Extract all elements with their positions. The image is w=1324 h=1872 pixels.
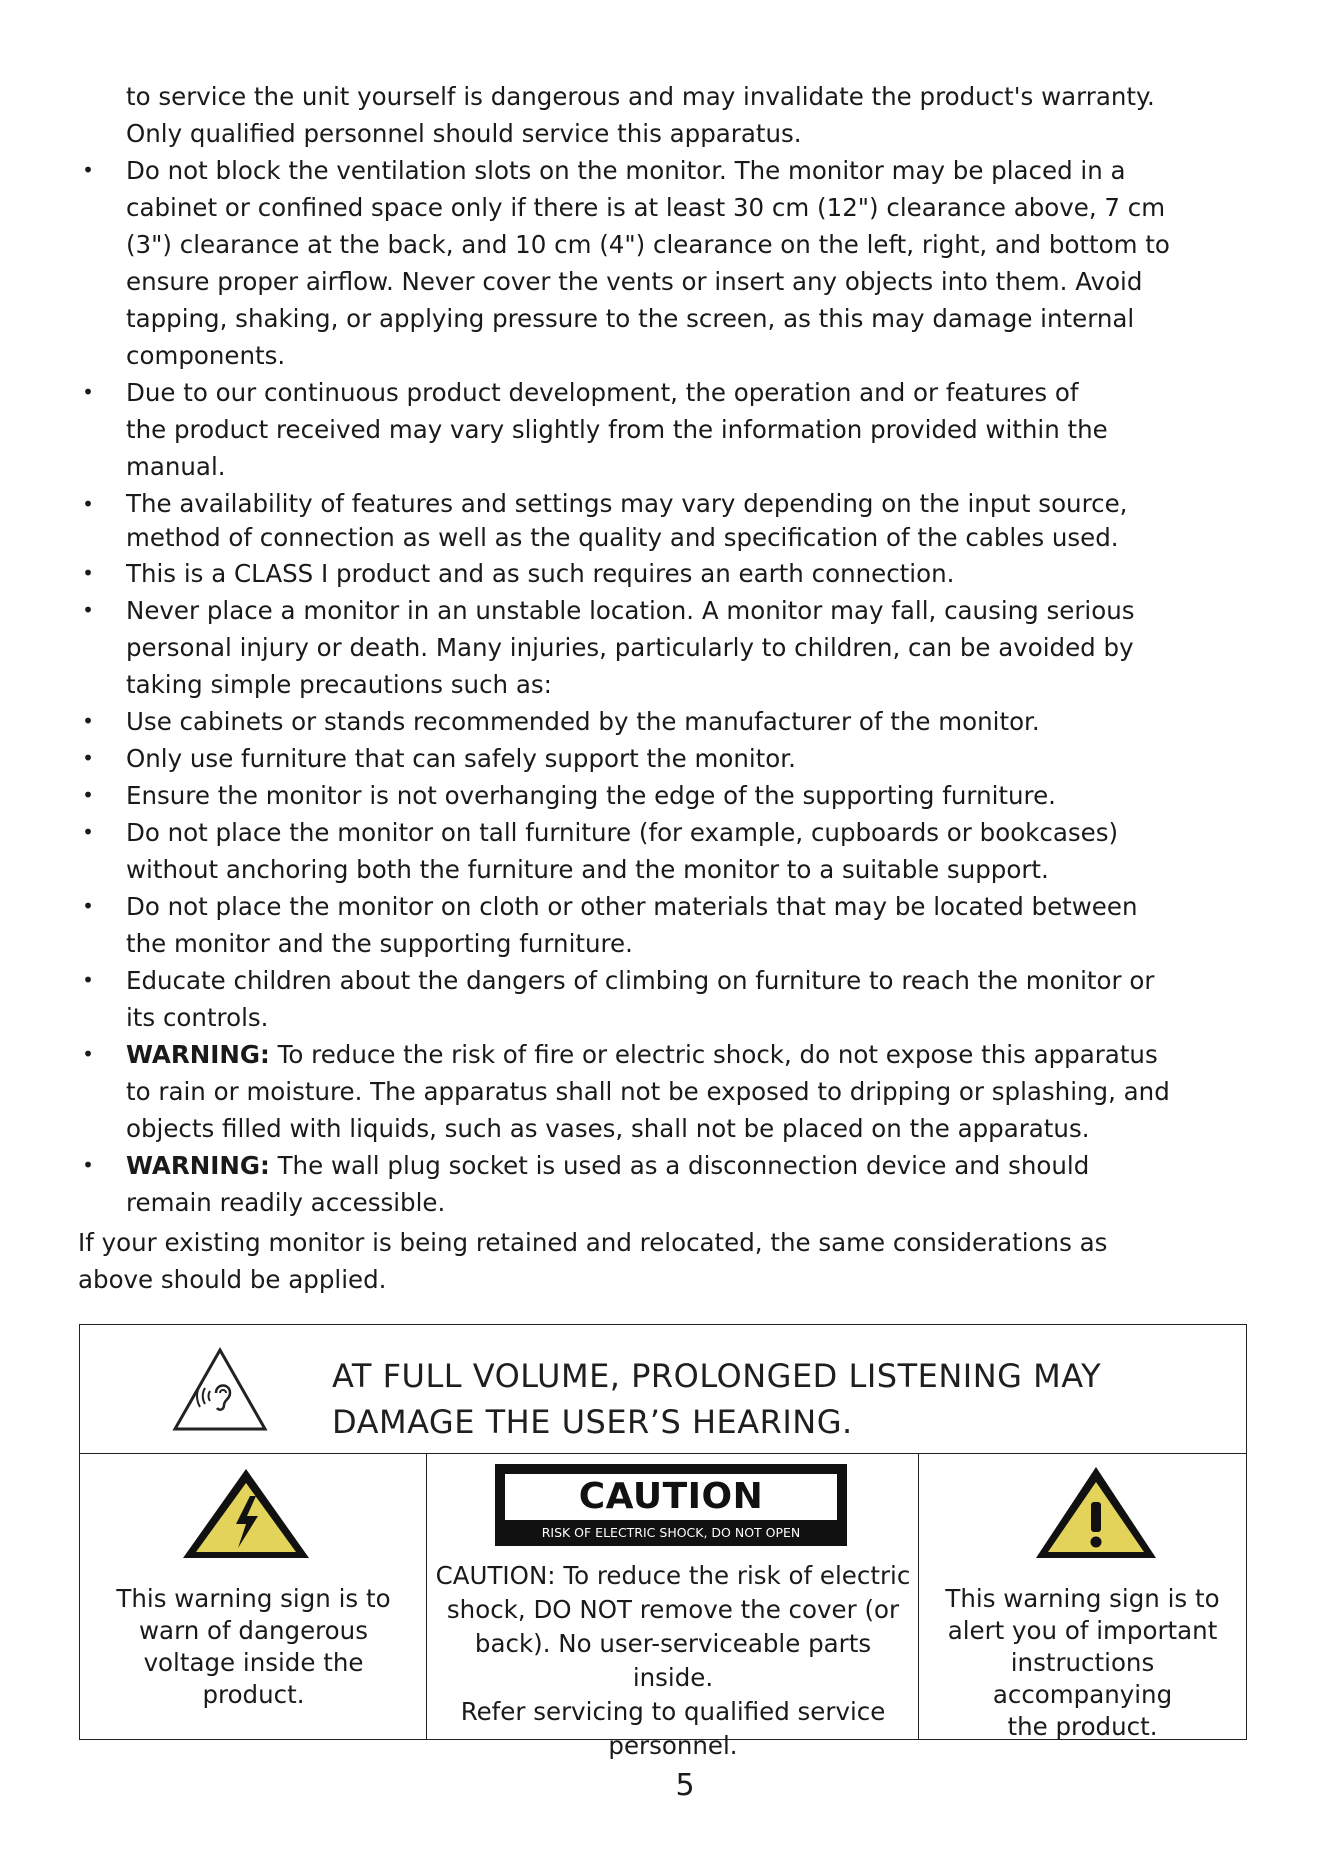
electric-shock-triangle-icon	[180, 1466, 312, 1562]
bullet-line: the product received may vary slightly from the information provided within the	[126, 415, 1108, 444]
bullet-line: components.	[126, 341, 286, 370]
caution-heading: CAUTION	[505, 1474, 837, 1520]
hearing-warning-icon	[172, 1347, 268, 1433]
important-sign-line: instructions accompanying	[992, 1648, 1173, 1709]
bullet-line: tapping, shaking, or applying pressure to the screen, as this may damage internal	[126, 304, 1135, 333]
exclamation-triangle-icon	[1033, 1464, 1159, 1562]
caution-line: Refer servicing to qualified service	[460, 1697, 886, 1726]
page-number: 5	[675, 1768, 695, 1803]
bullet-item	[78, 888, 1188, 962]
voltage-sign-cell	[80, 1454, 427, 1739]
closing-paragraph	[78, 1224, 1188, 1298]
bullet-dot-icon: •	[82, 1153, 94, 1177]
bullet-line: personal injury or death. Many injuries, particularly to children, can be avoided by	[126, 633, 1134, 662]
caution-line: back). No user-serviceable parts inside.	[474, 1629, 872, 1692]
bullet-item	[78, 78, 1188, 152]
bullet-line: objects filled with liquids, such as vases, shall not be placed on the apparatus.	[126, 1114, 1090, 1143]
bullet-dot-icon: •	[82, 380, 94, 404]
bullet-item	[78, 814, 1188, 888]
warning-signs-table	[79, 1324, 1247, 1760]
bullet-line: The wall plug socket is used as a disconnection device and should	[269, 1151, 1090, 1180]
bullet-item	[78, 703, 1188, 740]
bullet-item	[78, 740, 1188, 777]
bullet-item	[78, 152, 1188, 374]
bullet-dot-icon: •	[82, 598, 94, 622]
hearing-warning-line: DAMAGE THE USER’S HEARING.	[332, 1403, 853, 1441]
voltage-sign-text	[90, 1583, 417, 1711]
caution-line: personnel.	[608, 1731, 738, 1760]
voltage-sign-line: voltage inside the	[143, 1648, 364, 1677]
bullet-line: taking simple precautions such as:	[126, 670, 552, 699]
important-sign-line: This warning sign is to	[945, 1584, 1220, 1613]
bullet-dot-icon: •	[82, 968, 94, 992]
bullet-dot-icon: •	[82, 783, 94, 807]
bullet-line: to rain or moisture. The apparatus shall not be exposed to dripping or splashing, and	[126, 1077, 1170, 1106]
bullet-line: Never place a monitor in an unstable location. A monitor may fall, causing serious	[126, 596, 1135, 625]
bullet-dot-icon: •	[82, 158, 94, 182]
important-sign-line: the product.	[1007, 1712, 1158, 1741]
safety-bullet-list	[78, 78, 1188, 1221]
bullet-line: without anchoring both the furniture and the monitor to a suitable support.	[126, 855, 1049, 884]
bullet-line: To reduce the risk of fire or electric shock, do not expose this apparatus	[269, 1040, 1158, 1069]
caution-text	[433, 1559, 913, 1763]
bullet-dot-icon: •	[82, 709, 94, 733]
bullet-item	[78, 555, 1188, 592]
important-sign-text	[919, 1583, 1246, 1743]
bullet-line: its controls.	[126, 1003, 269, 1032]
bullet-item	[78, 374, 1188, 485]
bullet-dot-icon: •	[82, 1042, 94, 1066]
warning-label: WARNING:	[126, 1040, 270, 1069]
bullet-line: Do not place the monitor on cloth or other materials that may be located between	[126, 892, 1138, 921]
voltage-sign-line: This warning sign is to	[116, 1584, 391, 1613]
bullet-item	[78, 777, 1188, 814]
caution-line: shock, DO NOT remove the cover (or	[446, 1595, 900, 1624]
bullet-item	[78, 487, 1188, 555]
bullet-line: Due to our continuous product development, the operation and or features of	[126, 378, 1079, 407]
caution-line: CAUTION: To reduce the risk of electric	[435, 1561, 911, 1590]
bullet-line: Do not place the monitor on tall furniture (for example, cupboards or bookcases)	[126, 818, 1119, 847]
bullet-dot-icon: •	[82, 746, 94, 770]
bullet-line: method of connection as well as the quality and specification of the cables used.	[126, 523, 1119, 552]
hearing-warning-line: AT FULL VOLUME, PROLONGED LISTENING MAY	[332, 1357, 1102, 1395]
caution-cell	[427, 1454, 919, 1760]
important-sign-line: alert you of important	[947, 1616, 1218, 1645]
caution-subtext: RISK OF ELECTRIC SHOCK, DO NOT OPEN	[541, 1525, 801, 1540]
bullet-line: manual.	[126, 452, 226, 481]
voltage-sign-line: warn of dangerous	[139, 1616, 368, 1645]
voltage-sign-line: product.	[202, 1680, 305, 1709]
bullet-item	[78, 1147, 1188, 1221]
bullet-line: Educate children about the dangers of climbing on furniture to reach the monitor or	[126, 966, 1155, 995]
bullet-item	[78, 962, 1188, 1036]
warning-label: WARNING:	[126, 1151, 270, 1180]
bullet-line: Use cabinets or stands recommended by the manufacturer of the monitor.	[126, 707, 1040, 736]
bullet-line: remain readily accessible.	[126, 1188, 446, 1217]
bullet-line: Only qualified personnel should service this apparatus.	[126, 119, 802, 148]
bullet-dot-icon: •	[82, 820, 94, 844]
hearing-warning-text	[332, 1353, 1212, 1445]
bullet-item	[78, 592, 1188, 703]
bullet-line: The availability of features and settings may vary depending on the input source,	[126, 489, 1128, 518]
bullet-item	[78, 1036, 1188, 1147]
bullet-line: to service the unit yourself is dangerous and may invalidate the product's warranty.	[126, 82, 1155, 111]
bullet-line: (3") clearance at the back, and 10 cm (4") clearance on the left, right, and bottom to	[126, 230, 1170, 259]
bullet-line: ensure proper airflow. Never cover the vents or insert any objects into them. Avoid	[126, 267, 1143, 296]
bullet-line: cabinet or confined space only if there is at least 30 cm (12") clearance above, 7 cm	[126, 193, 1166, 222]
hearing-warning-row	[80, 1325, 1246, 1454]
caution-label	[495, 1464, 847, 1546]
important-sign-cell	[919, 1454, 1246, 1739]
bullet-dot-icon: •	[82, 561, 94, 585]
closing-line: If your existing monitor is being retained and relocated, the same considerations as	[78, 1228, 1108, 1257]
bullet-line: the monitor and the supporting furniture.	[126, 929, 633, 958]
bullet-line: Only use furniture that can safely support the monitor.	[126, 744, 796, 773]
closing-line: above should be applied.	[78, 1265, 387, 1294]
bullet-line: Do not block the ventilation slots on the monitor. The monitor may be placed in a	[126, 156, 1126, 185]
bullet-line: Ensure the monitor is not overhanging the edge of the supporting furniture.	[126, 781, 1056, 810]
bullet-dot-icon: •	[82, 492, 94, 516]
bullet-line: This is a CLASS I product and as such requires an earth connection.	[126, 559, 955, 588]
bullet-dot-icon: •	[82, 894, 94, 918]
